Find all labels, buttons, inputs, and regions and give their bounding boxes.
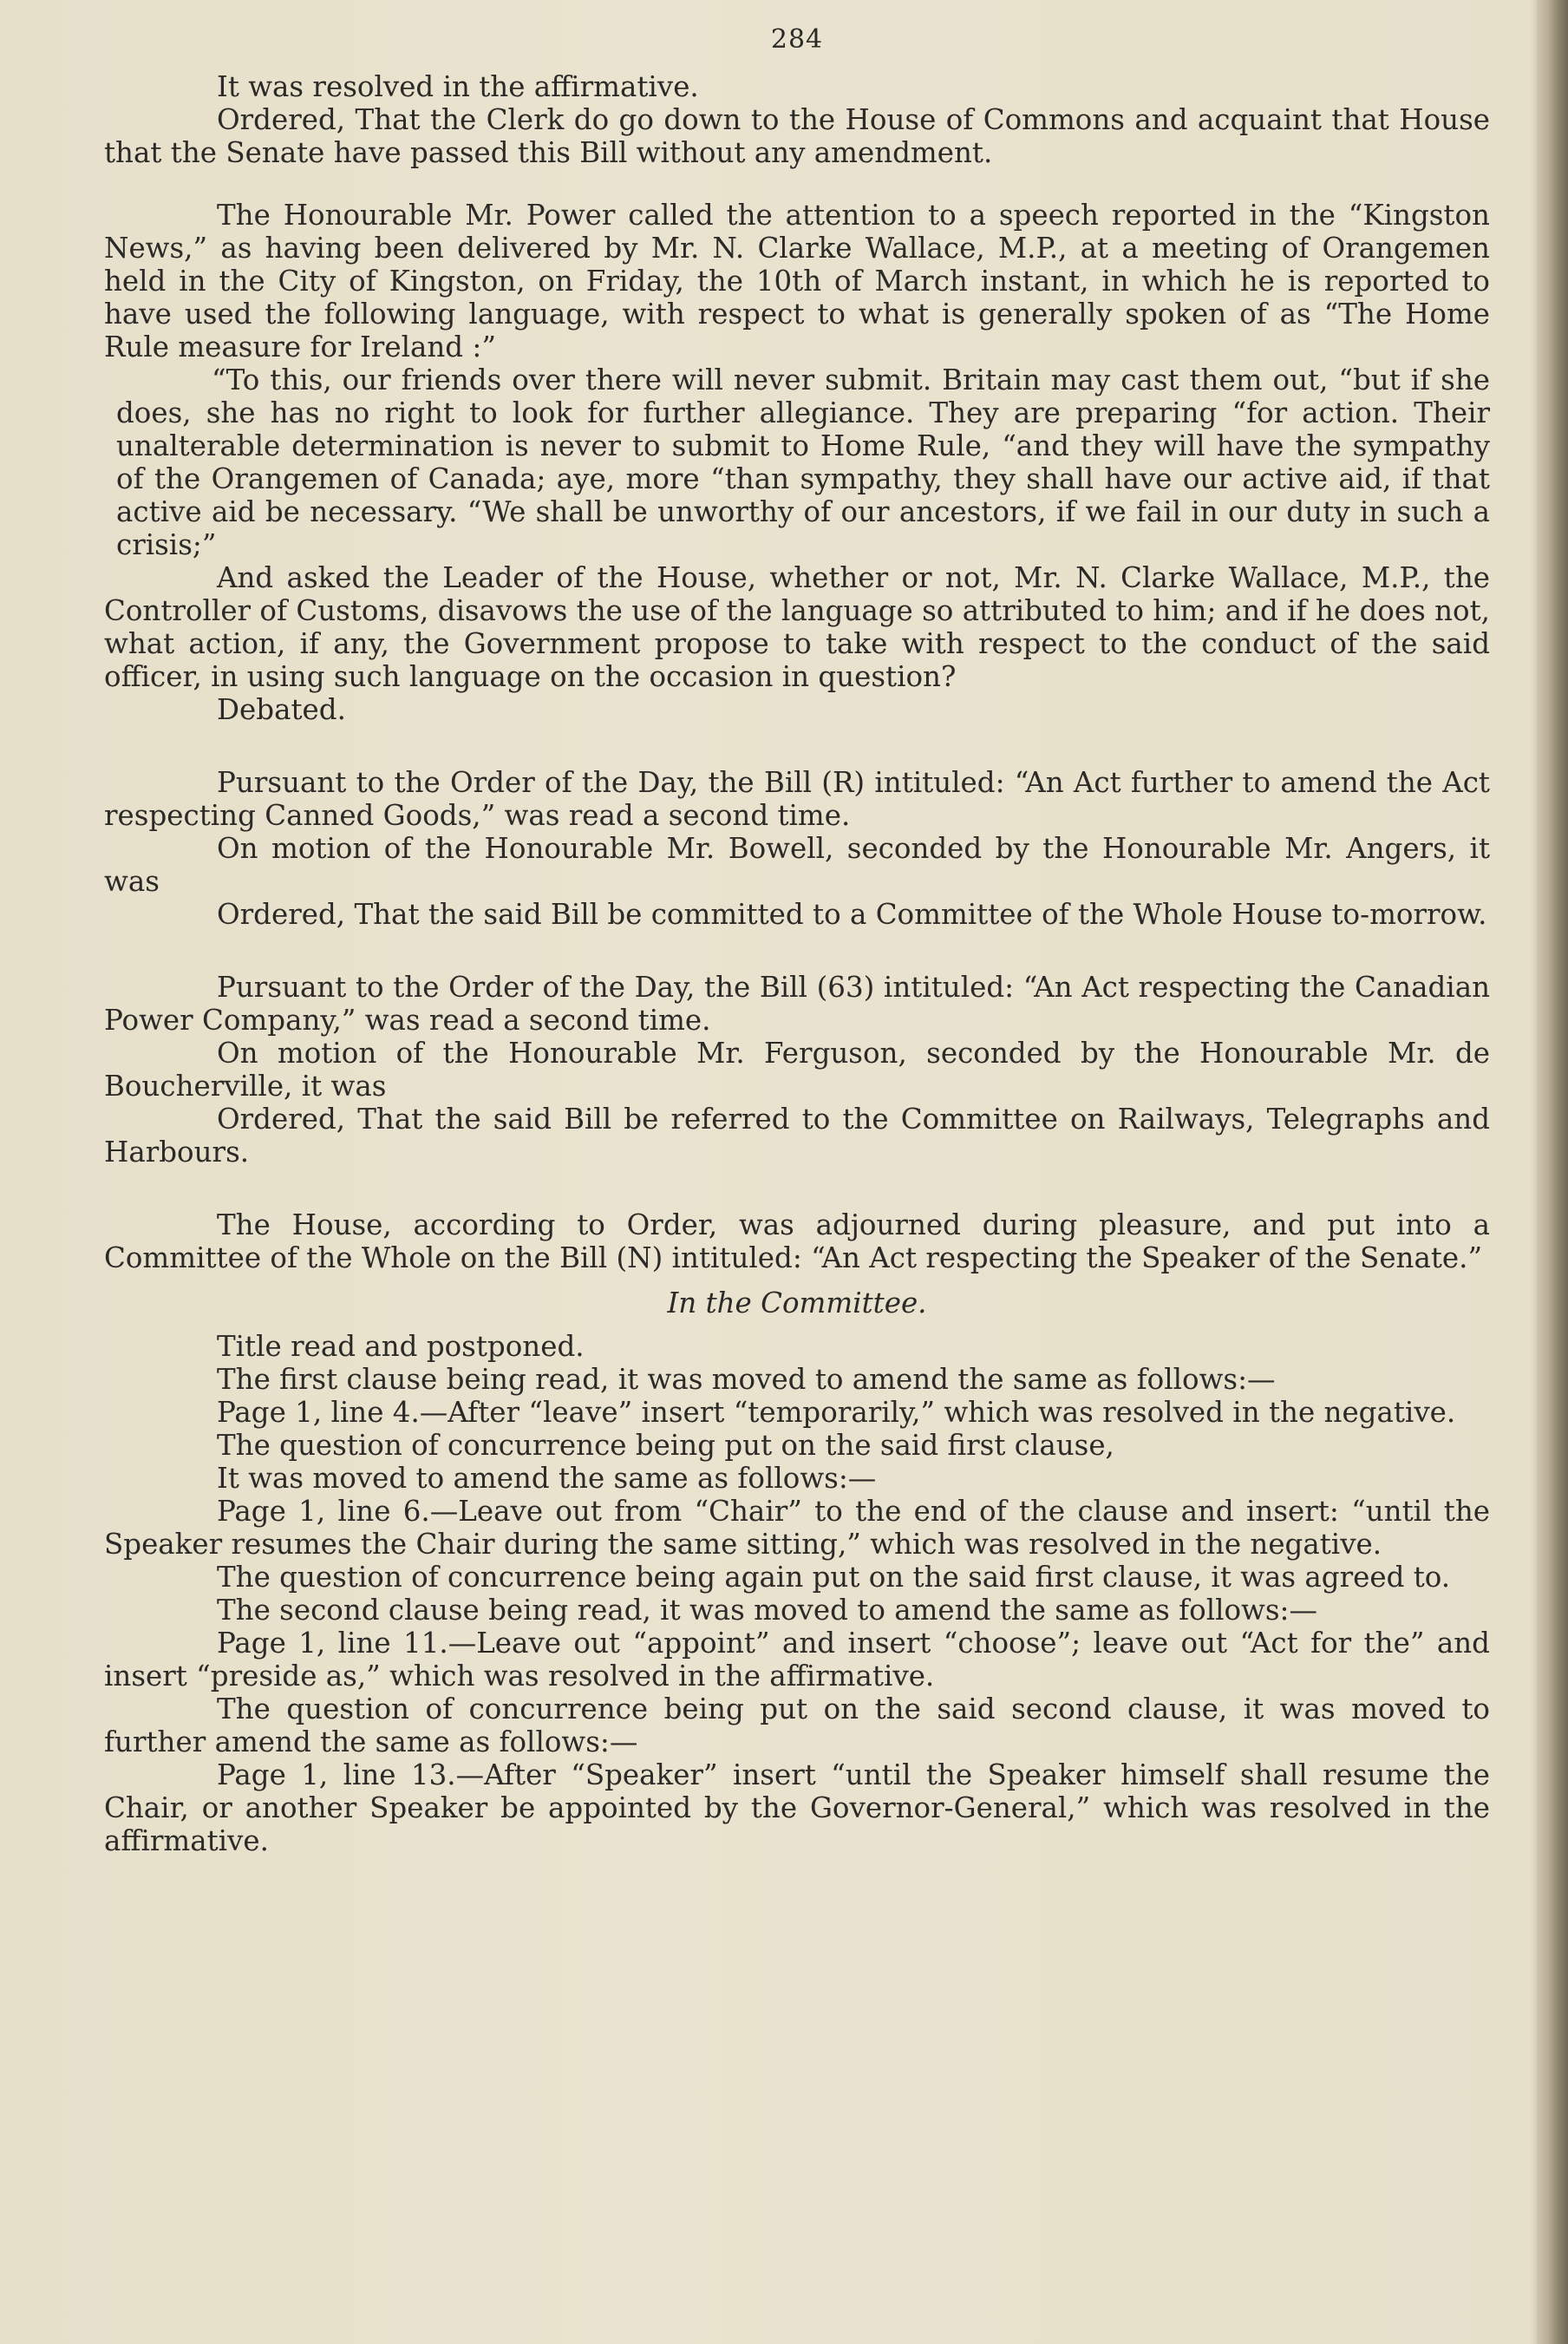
paragraph-page1-line4: Page 1, line 4.—After “leave” insert “temporarily,” which was resolved in the negative. [217,1396,1456,1429]
paragraph-page1-line13: Page 1, line 13.—After “Speaker” insert “until the Speaker himself shall resume the Chair, or another Speaker be appointed by the Governor-General,” which was resolved in the affirmative. [104,1758,1490,1857]
paragraph-ordered-railways: Ordered, That the said Bill be referred to the Committee on Railways, Telegraphs and Harbours. [104,1103,1490,1169]
page-number: 284 [770,24,824,55]
paragraph-motion-bowell: On motion of the Honourable Mr. Bowell, seconded by the Honourable Mr. Angers, it was [104,832,1490,898]
paragraph-power-speech: The Honourable Mr. Power called the attention to a speech reported in the “Kingston News,” as having been delivered by Mr. N. Clarke Wallace, M.P., at a meeting of Orangemen held in the City of Kingston, on Friday, the 10th of March instant, in which he is reported to have used the following language, with respect to what is generally spoken of as “The Home Rule measure for Ireland :” [104,199,1490,363]
section-heading-committee: In the Committee. [667,1287,927,1319]
paragraph-ordered-committee: Ordered, That the said Bill be committed to a Committee of the Whole House to-morrow. [217,898,1487,931]
paragraph-debated: Debated. [217,693,346,726]
paragraph-question-first: The question of concurrence being put on the said first clause, [217,1429,1114,1462]
quoted-speech: “To this, our friends over there will never submit. Britain may cast them out, “but if she does, she has no right to look for further allegiance. They are preparing “for action. Their unalterable determination is never to submit to Home Rule, “and they will have the sympathy of the Orangemen of Canada; aye, more “than sympathy, they shall have our active aid, if that active aid be necessary. “We shall be unworthy of our ancestors, if we fail in our duty in such a crisis;” [116,363,1490,561]
paragraph-page1-line11: Page 1, line 11.—Leave out “appoint” and insert “choose”; leave out “Act for the” and insert “preside as,” which was resolved in the affirmative. [104,1627,1490,1693]
paragraph-ordered-clerk: Ordered, That the Clerk do go down to the House of Commons and acquaint that House that the Senate have passed this Bill without any amendment. [104,103,1490,169]
paragraph-question-second: The question of concurrence being put on the said second clause, it was moved to further amend the same as follows:— [104,1693,1490,1758]
paragraph-resolved-affirmative: It was resolved in the affirmative. [217,70,699,103]
paragraph-moved-amend: It was moved to amend the same as follows:— [217,1462,877,1495]
paragraph-bill-r: Pursuant to the Order of the Day, the Bill (R) intituled: “An Act further to amend the Act respecting Canned Goods,” was read a second time. [104,766,1490,832]
paragraph-question-again: The question of concurrence being again put on the said first clause, it was agreed to. [217,1561,1451,1594]
paragraph-motion-ferguson: On motion of the Honourable Mr. Ferguson, seconded by the Honourable Mr. de Boucherville, it was [104,1037,1490,1103]
paragraph-first-clause: The first clause being read, it was moved to amend the same as follows:— [217,1363,1276,1396]
paragraph-page1-line6: Page 1, line 6.—Leave out from “Chair” to the end of the clause and insert: “until the Speaker resumes the Chair during the same sitting,” which was resolved in the negative. [104,1495,1490,1561]
page-content [104,24,1490,1857]
paragraph-title-postponed: Title read and postponed. [217,1330,585,1363]
paragraph-bill-63: Pursuant to the Order of the Day, the Bill (63) intituled: “An Act respecting the Canadian Power Company,” was read a second time. [104,971,1490,1037]
page-binding-edge [1537,0,1568,2344]
paragraph-house-adjourned: The House, according to Order, was adjourned during pleasure, and put into a Committee of the Whole on the Bill (N) intituled: “An Act respecting the Speaker of the Senate.” [104,1208,1490,1274]
paragraph-second-clause: The second clause being read, it was moved to amend the same as follows:— [217,1594,1318,1627]
paragraph-asked-leader: And asked the Leader of the House, whether or not, Mr. N. Clarke Wallace, M.P., the Controller of Customs, disavows the use of the language so attributed to him; and if he does not, what action, if any, the Government propose to take with respect to the conduct of the said officer, in using such language on the occasion in question? [104,561,1490,693]
